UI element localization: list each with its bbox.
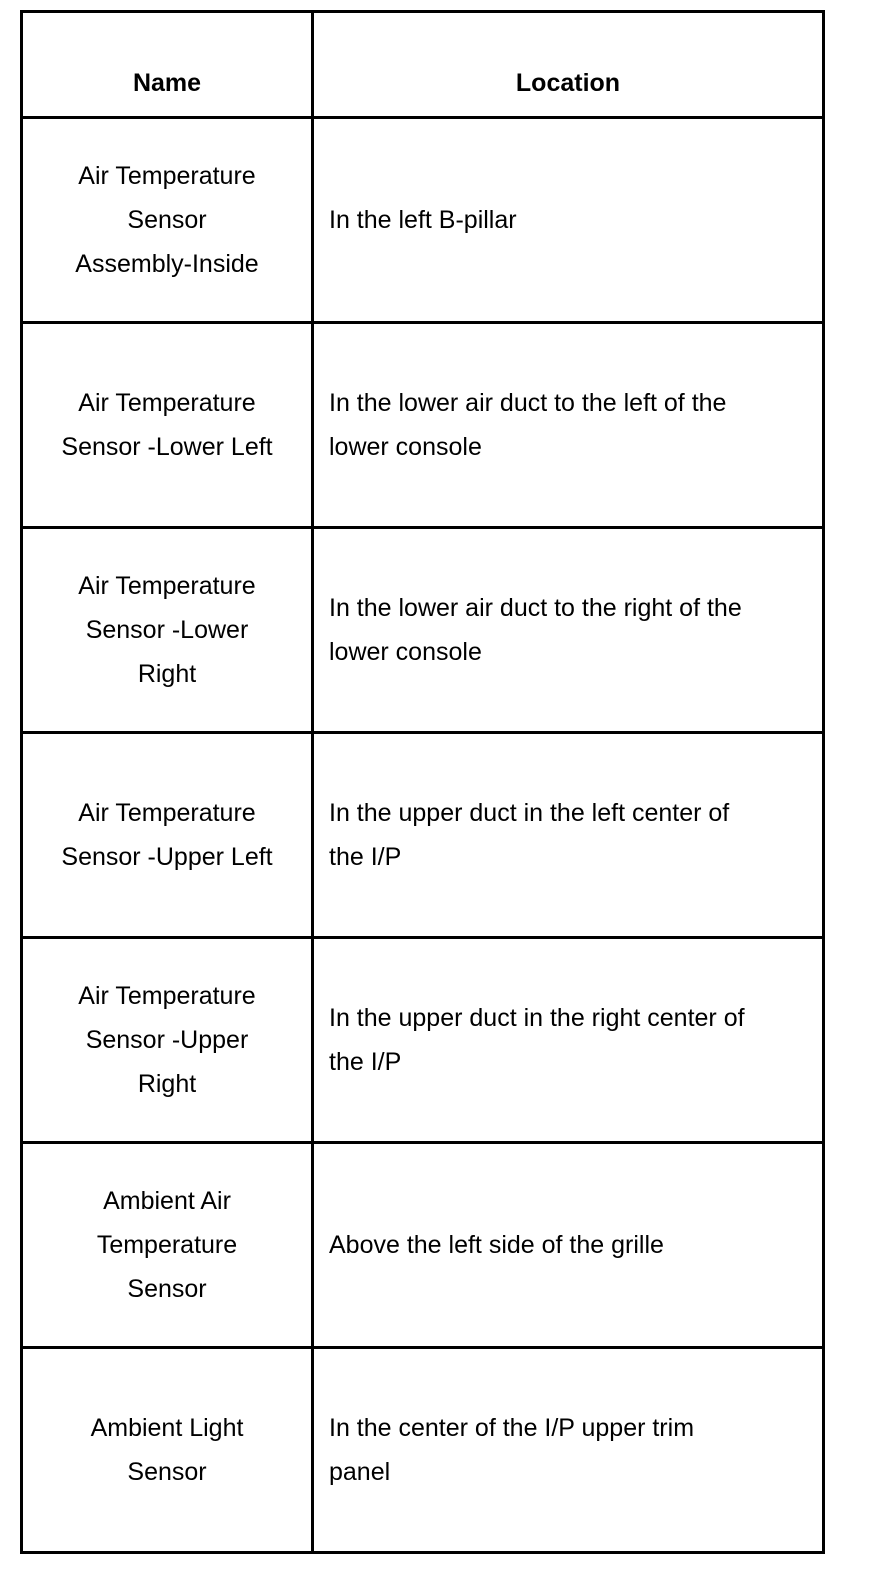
name-text: Ambient Air Temperature Sensor — [96, 1187, 238, 1303]
location-cell: In the center of the I/P upper trim panel — [313, 1348, 824, 1553]
name-text: Air Temperature Sensor -Upper Left — [61, 799, 273, 871]
name-text: Air Temperature Sensor -Lower Right — [78, 572, 256, 688]
table-row — [22, 118, 824, 323]
table-row — [22, 528, 824, 733]
name-cell — [22, 323, 313, 528]
name-cell — [22, 733, 313, 938]
name-text: Ambient Light Sensor — [90, 1414, 244, 1486]
location-cell: In the lower air duct to the left of the lower console — [313, 323, 824, 528]
name-column-header: Name — [22, 12, 313, 118]
name-cell — [22, 118, 313, 323]
name-text: Air Temperature Sensor -Upper Right — [78, 982, 256, 1098]
name-text: Air Temperature Sensor Assembly-Inside — [75, 162, 259, 278]
table-row — [22, 323, 824, 528]
table-row — [22, 1348, 824, 1553]
name-text: Air Temperature Sensor -Lower Left — [61, 389, 273, 461]
table-row — [22, 733, 824, 938]
location-cell: Above the left side of the grille — [313, 1143, 824, 1348]
header-row — [22, 12, 824, 118]
table-row — [22, 1143, 824, 1348]
name-cell — [22, 1348, 313, 1553]
name-cell — [22, 528, 313, 733]
location-cell: In the upper duct in the left center of the I/P — [313, 733, 824, 938]
location-cell: In the left B-pillar — [313, 118, 824, 323]
location-cell: In the lower air duct to the right of the lower console — [313, 528, 824, 733]
sensor-location-table — [20, 10, 825, 1554]
name-cell — [22, 938, 313, 1143]
location-column-header: Location — [313, 12, 824, 118]
name-cell — [22, 1143, 313, 1348]
location-cell: In the upper duct in the right center of the I/P — [313, 938, 824, 1143]
table-row — [22, 938, 824, 1143]
